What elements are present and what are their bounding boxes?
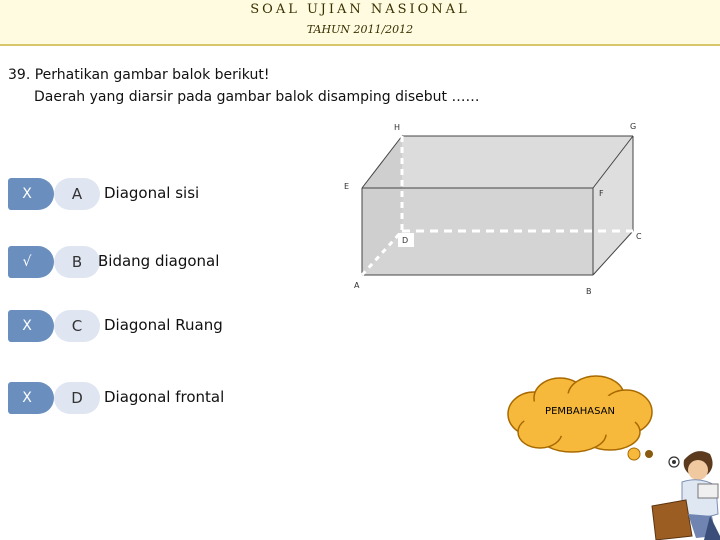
thought-bubble-small-icon [645,450,653,458]
vertex-c: C [636,232,642,241]
option-a-button[interactable]: A [54,178,100,210]
option-a-text: Diagonal sisi [104,184,200,202]
student-illustration [612,440,720,540]
header-title: SOAL UJIAN NASIONAL [250,2,470,17]
option-c-button[interactable]: C [54,310,100,342]
header-subtitle: TAHUN 2011/2012 [306,23,414,36]
vertex-h: H [394,123,401,132]
student-book-icon [698,484,718,498]
mark-badge-d: X [8,382,54,414]
option-d-text: Diagonal frontal [104,388,225,406]
mark-badge-b: √ [8,246,54,278]
vertex-b: B [586,287,592,296]
vertex-d: D [402,236,409,245]
question-text-2: Daerah yang diarsir pada gambar balok disamping disebut …… [34,89,480,105]
option-b-button[interactable]: B [54,246,100,278]
pembahasan-label: PEMBAHASAN [545,406,615,417]
student-face [688,460,708,480]
question-line-1 [8,64,480,86]
vertex-a: A [354,281,360,290]
question-text-1: Perhatikan gambar balok berikut! [34,67,270,83]
mark-badge-c: X [8,310,54,342]
option-b-text: Bidang diagonal [98,252,220,270]
vertex-f: F [599,189,604,198]
question-block [8,64,480,108]
student-bag-icon [652,500,692,540]
cuboid-figure [340,118,640,298]
option-c-text: Diagonal Ruang [104,316,223,334]
option-d-button[interactable]: D [54,382,100,414]
mark-badge-a: X [8,178,54,210]
vertex-g: G [630,122,637,131]
slide-header [0,0,720,46]
vertex-e: E [344,182,350,191]
question-number: 39. [8,67,31,83]
